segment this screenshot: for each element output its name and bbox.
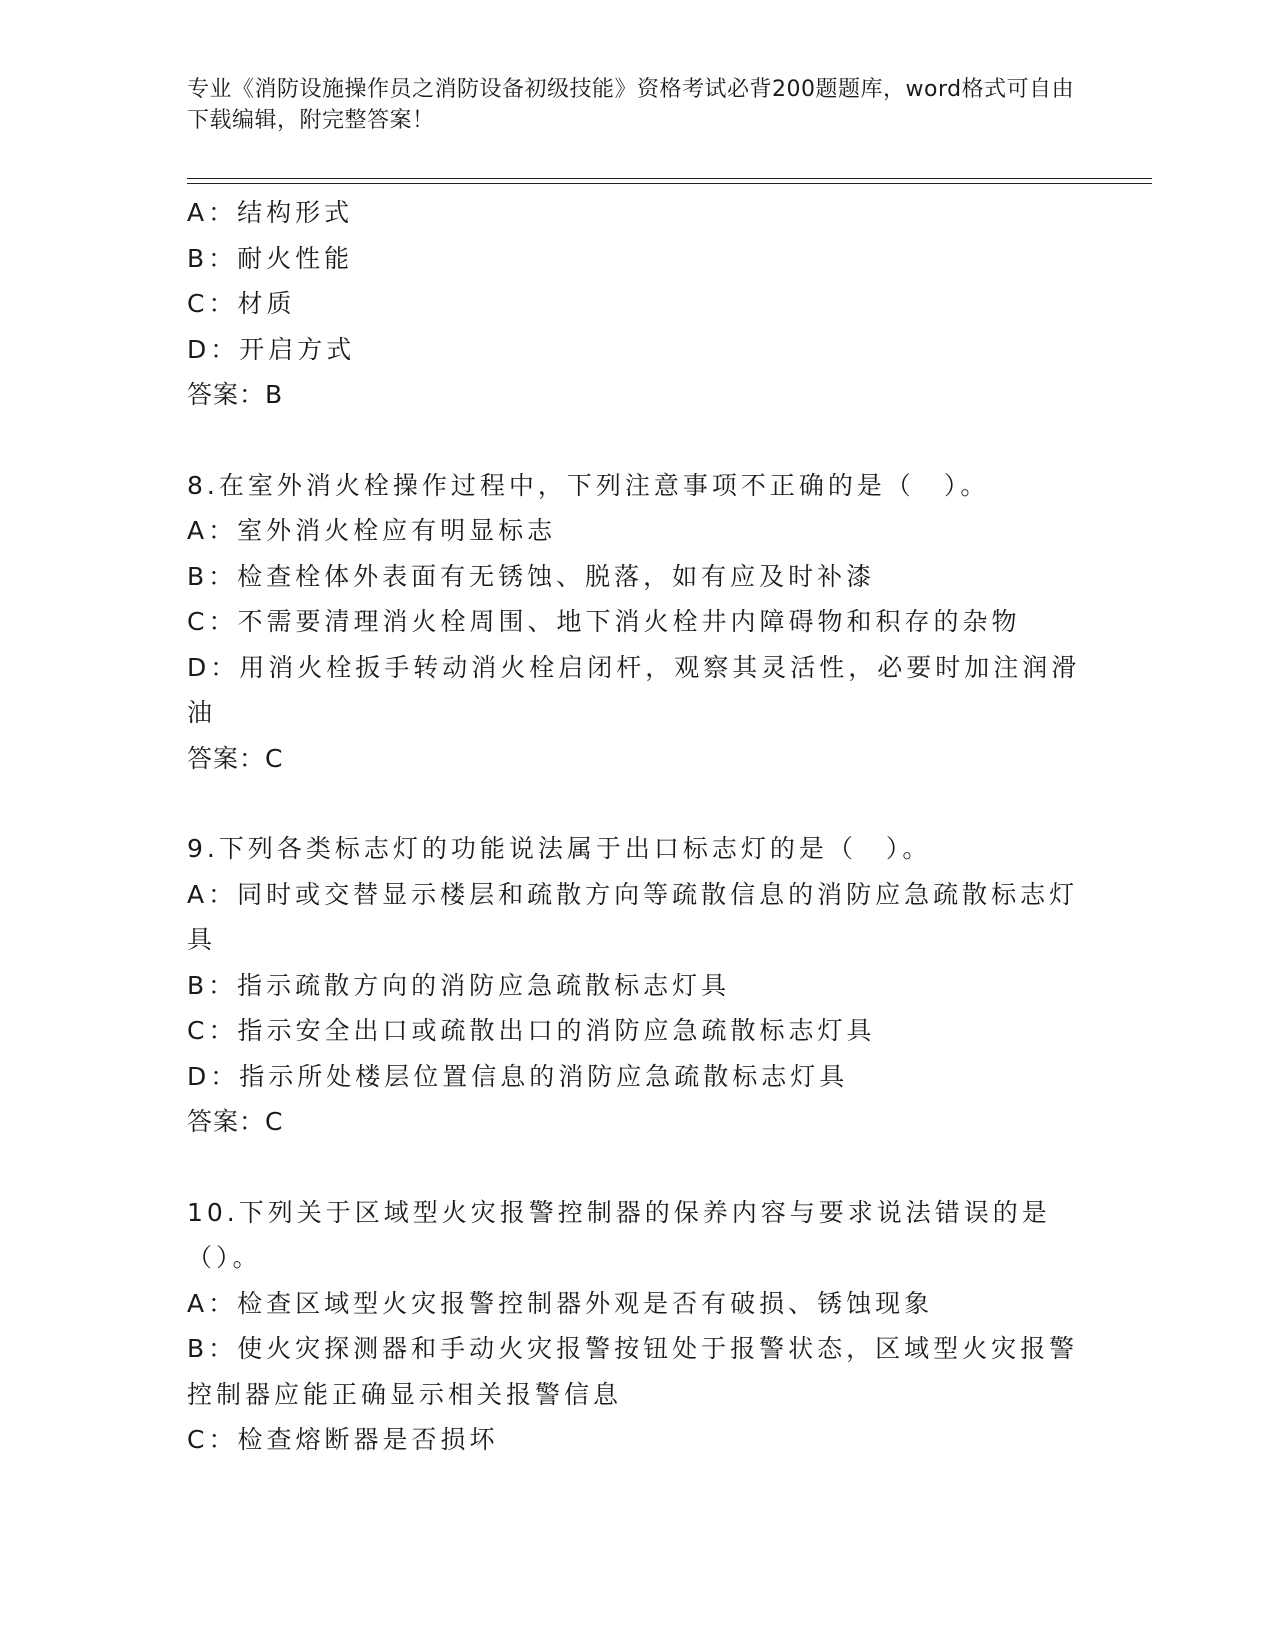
answer-line: 答案：C <box>187 1107 284 1136</box>
option-a: A：结构形式 <box>187 198 354 227</box>
option-a: A：室外消火栓应有明显标志 <box>187 516 557 545</box>
question-stem: 9.下列各类标志灯的功能说法属于出口标志灯的是（ ）。 <box>187 834 932 863</box>
option-c: C：不需要清理消火栓周围、地下消火栓井内障碍物和积存的杂物 <box>187 607 1021 636</box>
option-a: A：检查区域型火灾报警控制器外观是否有破损、锈蚀现象 <box>187 1288 934 1318</box>
answer-line: 答案：B <box>187 380 284 409</box>
question-9 <box>187 826 1087 1145</box>
question-stem: 10.下列关于区域型火灾报警控制器的保养内容与要求说法错误的是（）。 <box>187 1197 1051 1272</box>
option-c: C：材质 <box>187 289 296 318</box>
option-d: D：指示所处楼层位置信息的消防应急疏散标志灯具 <box>187 1061 849 1091</box>
option-c: C：检查熔断器是否损坏 <box>187 1425 499 1454</box>
option-b: B：检查栓体外表面有无锈蚀、脱落，如有应及时补漆 <box>187 561 876 591</box>
header-divider-bottom <box>187 183 1152 184</box>
question-stem: 8.在室外消火栓操作过程中，下列注意事项不正确的是（ ）。 <box>187 470 990 500</box>
option-d: D：开启方式 <box>187 334 356 364</box>
page-header: 专业《消防设施操作员之消防设备初级技能》资格考试必背200题题库，word格式可自由下载编辑，附完整答案！ <box>187 77 1075 133</box>
option-a: A：同时或交替显示楼层和疏散方向等疏散信息的消防应急疏散标志灯具 <box>187 879 1079 954</box>
spacer <box>187 418 1087 463</box>
header-divider-top <box>187 178 1152 179</box>
question-content <box>187 190 1087 1463</box>
option-b: B：使火灾探测器和手动火灾报警按钮处于报警状态，区域型火灾报警控制器应能正确显示相关报警信息 <box>187 1334 1079 1409</box>
option-b: B：耐火性能 <box>187 243 354 273</box>
spacer <box>187 781 1087 826</box>
option-d: D：用消火栓扳手转动消火栓启闭杆，观察其灵活性，必要时加注润滑油 <box>187 652 1081 727</box>
question-8 <box>187 463 1087 782</box>
question-10 <box>187 1190 1087 1463</box>
answer-line: 答案：C <box>187 743 284 773</box>
option-b: B：指示疏散方向的消防应急疏散标志灯具 <box>187 970 731 1000</box>
option-c: C：指示安全出口或疏散出口的消防应急疏散标志灯具 <box>187 1016 876 1045</box>
spacer <box>187 1145 1087 1190</box>
question-7-continuation <box>187 190 1087 418</box>
